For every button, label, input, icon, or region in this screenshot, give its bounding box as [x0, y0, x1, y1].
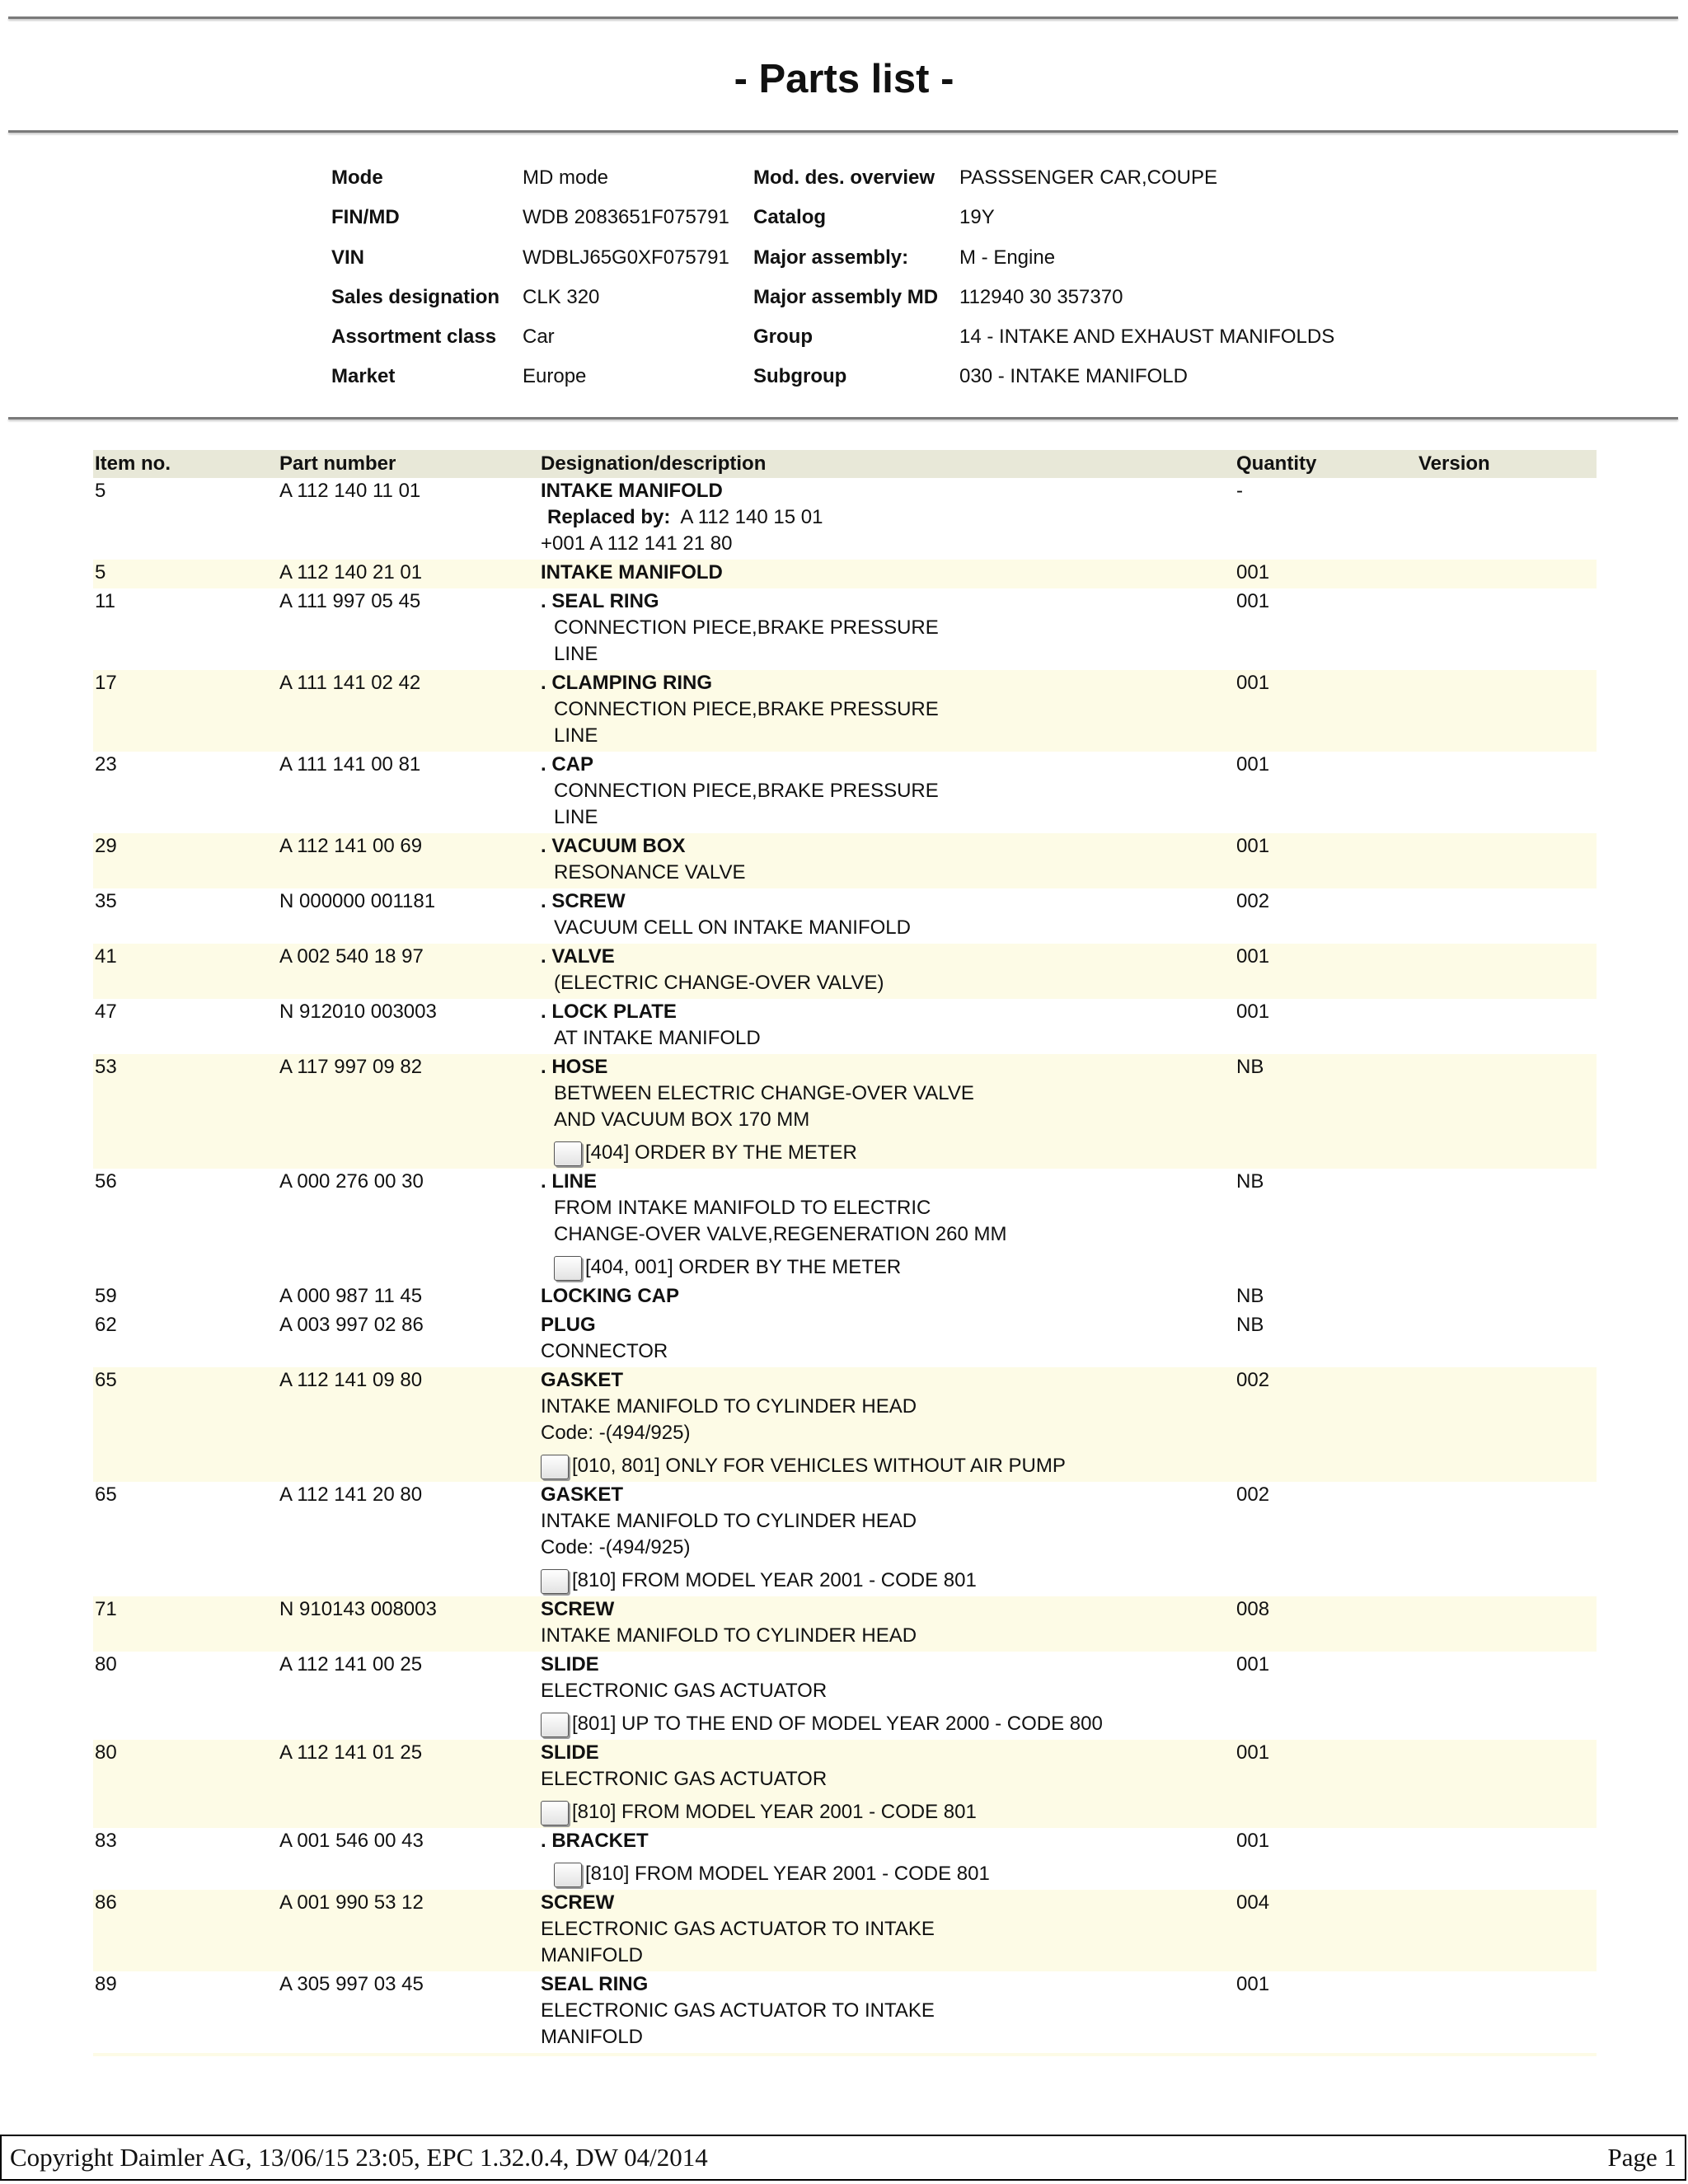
table-body — [93, 478, 1597, 2082]
footnote[interactable] — [541, 1446, 1233, 1479]
table-row[interactable] — [93, 1367, 1597, 1482]
table-row[interactable] — [93, 752, 1597, 833]
part-designation: . CLAMPING RING — [541, 672, 712, 694]
page-footer — [0, 2135, 1686, 2181]
part-designation: . VACUUM BOX — [541, 835, 686, 857]
footnote-text: [810] FROM MODEL YEAR 2001 - CODE 801 — [585, 1863, 990, 1885]
header-label: FIN/MD — [331, 206, 400, 229]
part-description: CONNECTION PIECE,BRAKE PRESSURE — [554, 698, 939, 720]
header-label: VIN — [331, 246, 365, 269]
header-row — [331, 286, 1421, 326]
part-description: MANIFOLD — [541, 1944, 644, 1966]
part-description: FROM INTAKE MANIFOLD TO ELECTRIC — [554, 1197, 931, 1219]
table-row[interactable] — [93, 1828, 1597, 1890]
part-designation: . SCREW — [541, 890, 626, 912]
quantity: NB — [1236, 1314, 1264, 1336]
table-row[interactable] — [93, 560, 1597, 588]
designation-cell — [541, 478, 1233, 557]
table-row[interactable] — [93, 1054, 1597, 1169]
quantity: 002 — [1236, 1483, 1270, 1506]
part-description: INTAKE MANIFOLD TO CYLINDER HEAD — [541, 1395, 917, 1418]
table-row[interactable] — [93, 999, 1597, 1054]
quantity: NB — [1236, 1285, 1264, 1307]
quantity: 002 — [1236, 1369, 1270, 1391]
quantity: 001 — [1236, 1973, 1270, 1995]
part-number: A 112 140 21 01 — [279, 561, 423, 583]
item-number: 53 — [95, 1056, 117, 1078]
footnote-document-icon[interactable] — [541, 1713, 569, 1737]
designation-cell — [541, 1652, 1233, 1737]
header-label: Subgroup — [753, 365, 847, 388]
part-description: ELECTRONIC GAS ACTUATOR TO INTAKE — [541, 1918, 935, 1940]
part-number: A 001 546 00 43 — [279, 1830, 424, 1852]
item-number: 83 — [95, 1830, 117, 1852]
designation-cell — [541, 1740, 1233, 1825]
part-description: RESONANCE VALVE — [554, 861, 746, 883]
quantity: 001 — [1236, 561, 1270, 583]
part-description: ELECTRONIC GAS ACTUATOR — [541, 1680, 828, 1702]
part-number: A 002 540 18 97 — [279, 945, 424, 968]
header-label: Major assembly MD — [753, 285, 939, 308]
designation-cell — [541, 999, 1233, 1052]
header-value: 112940 30 357370 — [959, 285, 1123, 308]
table-row[interactable] — [93, 1890, 1597, 1971]
header-value: 19Y — [959, 206, 995, 229]
additional-part: +001 A 112 141 21 80 — [541, 532, 733, 555]
quantity: 008 — [1236, 1598, 1270, 1620]
designation-cell — [541, 588, 1233, 668]
part-description: INTAKE MANIFOLD TO CYLINDER HEAD — [541, 1624, 917, 1647]
item-number: 17 — [95, 672, 117, 694]
replaced-by-part[interactable]: A 112 140 15 01 — [680, 506, 823, 528]
footnote-document-icon[interactable] — [541, 1569, 569, 1594]
table-row[interactable] — [93, 1283, 1597, 1312]
part-description: INTAKE MANIFOLD TO CYLINDER HEAD — [541, 1510, 917, 1532]
footnote[interactable] — [541, 1793, 1233, 1825]
table-row[interactable] — [93, 944, 1597, 999]
item-number: 80 — [95, 1653, 117, 1675]
part-designation: GASKET — [541, 1483, 624, 1506]
quantity: 001 — [1236, 1653, 1270, 1675]
part-designation: INTAKE MANIFOLD — [541, 480, 723, 502]
part-number: N 000000 001181 — [279, 890, 436, 912]
part-designation: SCREW — [541, 1598, 615, 1620]
table-row[interactable] — [93, 888, 1597, 944]
footnote[interactable] — [541, 1133, 1233, 1166]
part-number: A 003 997 02 86 — [279, 1314, 424, 1336]
part-description: CONNECTION PIECE,BRAKE PRESSURE — [554, 780, 939, 802]
parts-table — [93, 450, 1597, 2082]
part-description: ELECTRONIC GAS ACTUATOR — [541, 1768, 828, 1790]
item-number: 35 — [95, 890, 117, 912]
item-number: 47 — [95, 1001, 117, 1023]
header-value: Car — [523, 326, 555, 349]
part-number: A 117 997 09 82 — [279, 1056, 423, 1078]
table-row[interactable] — [93, 1971, 1597, 2053]
designation-cell — [541, 1971, 1233, 2050]
header-value: PASSSENGER CAR,COUPE — [959, 166, 1217, 189]
top-rule — [8, 16, 1678, 19]
item-number: 65 — [95, 1483, 117, 1506]
header-value: M - Engine — [959, 246, 1056, 269]
designation-cell — [541, 1890, 1233, 1969]
part-description: LINE — [554, 806, 598, 828]
part-number: A 112 141 00 69 — [279, 835, 423, 857]
replaced-by-label: Replaced by: — [547, 506, 671, 528]
quantity: - — [1236, 480, 1243, 502]
table-row[interactable] — [93, 1740, 1597, 1828]
header-value: WDBLJ65G0XF075791 — [523, 246, 729, 269]
footnote-document-icon[interactable] — [554, 1863, 582, 1887]
part-designation: . LINE — [541, 1170, 598, 1193]
item-number: 29 — [95, 835, 117, 857]
part-description: BETWEEN ELECTRIC CHANGE-OVER VALVE — [554, 1082, 974, 1104]
part-number: A 112 141 20 80 — [279, 1483, 423, 1506]
part-description: CONNECTOR — [541, 1340, 668, 1362]
column-header-version[interactable]: Version — [1418, 452, 1490, 475]
designation-cell — [541, 1054, 1233, 1166]
quantity: NB — [1236, 1056, 1264, 1078]
part-number: A 000 987 11 45 — [279, 1285, 423, 1307]
header-row — [331, 166, 1421, 206]
header-label: Market — [331, 365, 396, 388]
part-description: AND VACUUM BOX 170 MM — [554, 1108, 810, 1131]
quantity: 001 — [1236, 945, 1270, 968]
header-row — [331, 326, 1421, 365]
designation-cell — [541, 1169, 1233, 1281]
quantity: 001 — [1236, 1741, 1270, 1764]
footnote-text: [810] FROM MODEL YEAR 2001 - CODE 801 — [572, 1569, 977, 1591]
part-designation: PLUG — [541, 1314, 596, 1336]
header-label: Catalog — [753, 206, 827, 229]
quantity: 002 — [1236, 890, 1270, 912]
part-description: LINE — [554, 643, 598, 665]
header-value: 030 - INTAKE MANIFOLD — [959, 365, 1188, 388]
designation-cell — [541, 560, 1233, 586]
part-description: ELECTRONIC GAS ACTUATOR TO INTAKE — [541, 1999, 935, 2022]
item-number: 62 — [95, 1314, 117, 1336]
designation-cell — [541, 833, 1233, 886]
part-description: MANIFOLD — [541, 2026, 644, 2048]
table-row[interactable] — [93, 833, 1597, 888]
item-number: 59 — [95, 1285, 117, 1307]
part-description: CONNECTION PIECE,BRAKE PRESSURE — [554, 616, 939, 639]
quantity: 001 — [1236, 753, 1270, 776]
table-row[interactable] — [93, 1169, 1597, 1283]
part-number: A 001 990 53 12 — [279, 1891, 424, 1914]
part-description: AT INTAKE MANIFOLD — [554, 1027, 761, 1049]
table-row[interactable] — [93, 1312, 1597, 1367]
part-description: Code: -(494/925) — [541, 1536, 691, 1558]
part-description: CHANGE-OVER VALVE,REGENERATION 260 MM — [554, 1223, 1007, 1245]
part-number: A 112 141 09 80 — [279, 1369, 423, 1391]
part-number: A 111 997 05 45 — [279, 590, 421, 612]
part-designation: SCREW — [541, 1891, 615, 1914]
part-designation: . LOCK PLATE — [541, 1001, 677, 1023]
title-rule — [8, 130, 1678, 133]
item-number: 23 — [95, 753, 117, 776]
part-designation: SEAL RING — [541, 1973, 649, 1995]
quantity: 001 — [1236, 835, 1270, 857]
item-number: 65 — [95, 1369, 117, 1391]
table-row[interactable] — [93, 1652, 1597, 1740]
item-number: 11 — [95, 590, 115, 612]
item-number: 5 — [95, 561, 106, 583]
designation-cell — [541, 1367, 1233, 1479]
header-label: Mode — [331, 166, 383, 189]
part-description: LINE — [554, 724, 598, 747]
footnote-text: [810] FROM MODEL YEAR 2001 - CODE 801 — [572, 1801, 977, 1823]
footnote-document-icon[interactable] — [554, 1256, 582, 1281]
item-number: 41 — [95, 945, 117, 968]
item-number: 5 — [95, 480, 106, 502]
part-description: VACUUM CELL ON INTAKE MANIFOLD — [554, 916, 911, 939]
quantity: 001 — [1236, 672, 1270, 694]
header-row — [331, 365, 1421, 405]
table-row[interactable] — [93, 478, 1597, 560]
header-value: WDB 2083651F075791 — [523, 206, 729, 229]
footnote-document-icon[interactable] — [554, 1141, 582, 1166]
header-value: 14 - INTAKE AND EXHAUST MANIFOLDS — [959, 326, 1335, 349]
quantity: 001 — [1236, 1830, 1270, 1852]
quantity: 004 — [1236, 1891, 1270, 1914]
designation-cell — [541, 670, 1233, 749]
column-header-designation[interactable]: Designation/description — [541, 452, 767, 475]
part-designation: . HOSE — [541, 1056, 608, 1078]
part-number: N 912010 003003 — [279, 1001, 437, 1023]
part-designation: INTAKE MANIFOLD — [541, 561, 723, 583]
header-rule — [8, 417, 1678, 419]
designation-cell — [541, 888, 1233, 941]
quantity: 001 — [1236, 590, 1270, 612]
column-header-part-number[interactable]: Part number — [279, 452, 396, 475]
part-number: A 112 141 00 25 — [279, 1653, 423, 1675]
footnote-document-icon[interactable] — [541, 1801, 569, 1825]
footnote[interactable] — [541, 1561, 1233, 1594]
footnote-text: [010, 801] ONLY FOR VEHICLES WITHOUT AIR PUMP — [572, 1455, 1066, 1477]
page-number: Page 1 — [1607, 2143, 1676, 2172]
part-number: A 305 997 03 45 — [279, 1973, 424, 1995]
part-designation: SLIDE — [541, 1653, 599, 1675]
header-row — [331, 246, 1421, 286]
footnote-document-icon[interactable] — [541, 1455, 569, 1479]
designation-cell — [541, 1312, 1233, 1365]
table-row[interactable] — [93, 588, 1597, 670]
part-number: A 000 276 00 30 — [279, 1170, 424, 1193]
column-header-quantity[interactable]: Quantity — [1236, 452, 1317, 475]
footnote[interactable] — [541, 1704, 1233, 1737]
header-label: Mod. des. overview — [753, 166, 935, 189]
footnote-text: [801] UP TO THE END OF MODEL YEAR 2000 - CODE 800 — [572, 1713, 1103, 1735]
part-designation: . CAP — [541, 753, 594, 776]
part-number: A 111 141 02 42 — [279, 672, 421, 694]
designation-cell — [541, 1828, 1233, 1887]
designation-cell — [541, 1596, 1233, 1649]
page-title: - Parts list - — [734, 57, 954, 101]
table-row[interactable] — [93, 1482, 1597, 1596]
header-label: Group — [753, 326, 813, 349]
footnote-text: [404] ORDER BY THE METER — [585, 1141, 857, 1164]
page-cutoff — [0, 2056, 1688, 2089]
header-label: Assortment class — [331, 326, 497, 349]
table-header — [93, 450, 1597, 478]
part-description: (ELECTRIC CHANGE-OVER VALVE) — [554, 972, 884, 994]
part-description: Code: -(494/925) — [541, 1422, 691, 1444]
part-designation: LOCKING CAP — [541, 1285, 679, 1307]
footnote[interactable] — [541, 1248, 1233, 1281]
part-designation: GASKET — [541, 1369, 624, 1391]
designation-cell — [541, 944, 1233, 996]
item-number: 71 — [95, 1598, 117, 1620]
quantity: 001 — [1236, 1001, 1270, 1023]
part-designation: . BRACKET — [541, 1830, 649, 1852]
part-number: A 112 141 01 25 — [279, 1741, 423, 1764]
replaced-by — [541, 504, 1233, 531]
part-designation: . VALVE — [541, 945, 615, 968]
item-number: 56 — [95, 1170, 117, 1193]
item-number: 80 — [95, 1741, 117, 1764]
vehicle-info-header — [331, 166, 1421, 405]
part-designation: SLIDE — [541, 1741, 599, 1764]
part-number: A 111 141 00 81 — [279, 753, 421, 776]
header-value: MD mode — [523, 166, 609, 189]
header-label: Major assembly: — [753, 246, 909, 269]
header-value: CLK 320 — [523, 285, 600, 308]
item-number: 86 — [95, 1891, 117, 1914]
part-number: N 910143 008003 — [279, 1598, 437, 1620]
item-number: 89 — [95, 1973, 117, 1995]
designation-cell — [541, 1283, 1233, 1310]
header-row — [331, 206, 1421, 246]
part-designation: . SEAL RING — [541, 590, 659, 612]
footnote[interactable] — [541, 1854, 1233, 1887]
designation-cell — [541, 1482, 1233, 1594]
designation-cell — [541, 752, 1233, 831]
copyright-text: Copyright Daimler AG, 13/06/15 23:05, EPC 1.32.0.4, DW 04/2014 — [10, 2143, 708, 2172]
footnote-text: [404, 001] ORDER BY THE METER — [585, 1256, 902, 1278]
header-label: Sales designation — [331, 285, 500, 308]
part-number: A 112 140 11 01 — [279, 480, 421, 502]
column-header-item[interactable]: Item no. — [95, 452, 171, 475]
quantity: NB — [1236, 1170, 1264, 1193]
table-row[interactable] — [93, 670, 1597, 752]
header-value: Europe — [523, 365, 587, 388]
table-row[interactable] — [93, 1596, 1597, 1652]
